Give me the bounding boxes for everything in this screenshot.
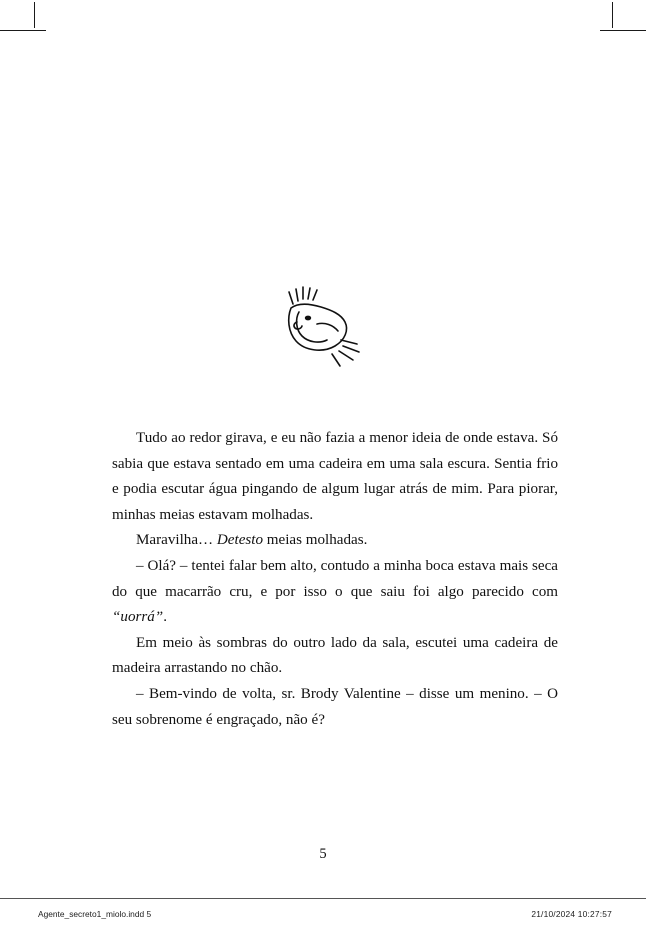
paragraph-3-text-b: . <box>163 609 167 626</box>
paragraph-2 <box>112 528 558 554</box>
bird-sketch-icon <box>0 278 646 383</box>
paragraph-5 <box>112 682 558 733</box>
paragraph-3-emphasis: “uorrá” <box>112 609 164 626</box>
paragraph-4 <box>112 631 558 682</box>
slug-file-name: Agente_secreto1_miolo.indd 5 <box>38 909 152 919</box>
paragraph-2-text-a: Maravilha… <box>136 532 217 549</box>
paragraph-2-text-b: meias molhadas. <box>263 532 368 549</box>
paragraph-3 <box>112 554 558 631</box>
paragraph-4-text: Em meio às sombras do outro lado da sala, escutei uma cadeira de madeira arrastando no chão. <box>112 634 558 677</box>
paragraph-5-text: – Bem-vindo de volta, sr. Brody Valentine – disse um menino. – O seu sobrenome é engraçado, não é? <box>112 685 558 728</box>
paragraph-1-text: Tudo ao redor girava, e eu não fazia a menor ideia de onde estava. Só sabia que estava sentado em uma cadeira em uma sala escura. Sentia frio e podia escutar água pingando de algum lugar atrás de mim. Para piorar, minhas meias estavam molhadas. <box>112 430 558 523</box>
paragraph-1 <box>112 426 558 528</box>
print-slug-bar <box>0 898 646 926</box>
page-number: 5 <box>319 846 327 862</box>
paragraph-3-text-a: – Olá? – tentei falar bem alto, contudo a minha boca estava mais seca do que macarrão cru, e por isso o que saiu foi algo parecido com <box>112 557 558 600</box>
page-body-text <box>112 426 558 733</box>
paragraph-2-emphasis: Detesto <box>216 532 264 549</box>
slug-timestamp: 21/10/2024 10:27:57 <box>531 909 612 919</box>
